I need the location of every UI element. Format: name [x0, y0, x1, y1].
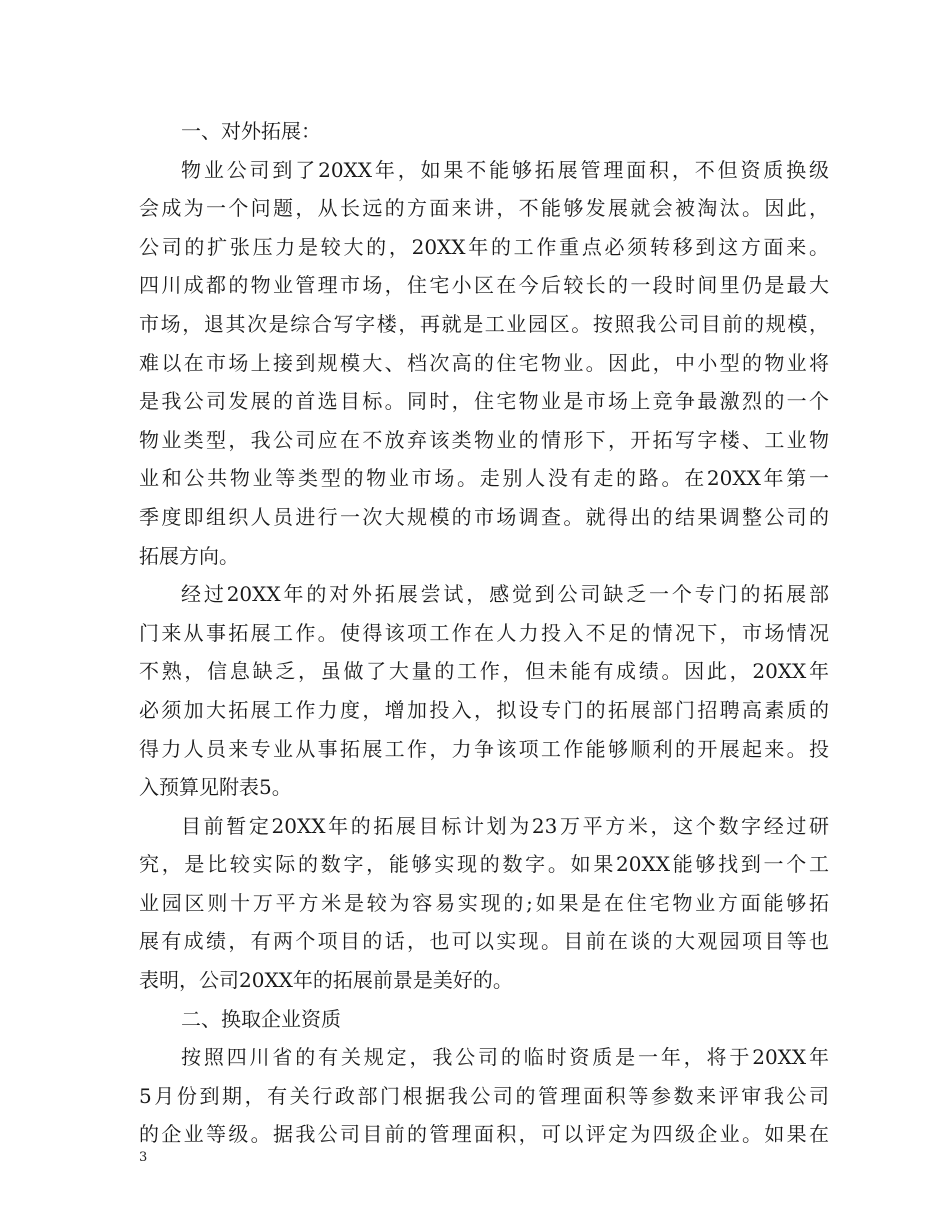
paragraph-line: 展有成绩，有两个项目的话，也可以实现。目前在谈的大观园项目等也: [139, 929, 829, 954]
paragraph-line: 公司的扩张压力是较大的，20XX年的工作重点必须转移到这方面来。: [139, 234, 829, 259]
paragraph-line: 的企业等级。据我公司目前的管理面积，可以评定为四级企业。如果在: [139, 1122, 829, 1147]
paragraph-line: 目前暂定20XX年的拓展目标计划为23万平方米，这个数字经过研: [181, 813, 829, 838]
paragraph-line: 门来从事拓展工作。使得该项工作在人力投入不足的情况下，市场情况: [139, 620, 829, 645]
paragraph-line: 业和公共物业等类型的物业市场。走别人没有走的路。在20XX年第一: [139, 466, 829, 491]
section-heading: 一、对外拓展：: [181, 119, 321, 143]
paragraph-line: 市场，退其次是综合写字楼，再就是工业园区。按照我公司目前的规模，: [139, 311, 829, 336]
paragraph-line: 物业类型，我公司应在不放弃该类物业的情形下，开拓写字楼、工业物: [139, 427, 829, 452]
paragraph-line: 究，是比较实际的数字，能够实现的数字。如果20XX能够找到一个工: [139, 852, 829, 877]
paragraph-line: 季度即组织人员进行一次大规模的市场调查。就得出的结果调整公司的: [139, 504, 829, 529]
paragraph-line: 难以在市场上接到规模大、档次高的住宅物业。因此，中小型的物业将: [139, 350, 829, 375]
paragraph-line: 按照四川省的有关规定，我公司的临时资质是一年，将于20XX年: [181, 1045, 829, 1070]
paragraph-line: 是我公司发展的首选目标。同时，住宅物业是市场上竞争最激烈的一个: [139, 389, 829, 414]
paragraph-line: 业园区则十万平方米是较为容易实现的;如果是在住宅物业方面能够拓: [139, 890, 829, 915]
paragraph-line: 5月份到期，有关行政部门根据我公司的管理面积等参数来评审我公司: [139, 1083, 829, 1108]
paragraph-line: 会成为一个问题，从长远的方面来讲，不能够发展就会被淘汰。因此，: [139, 196, 829, 221]
paragraph-line: 经过20XX年的对外拓展尝试，感觉到公司缺乏一个专门的拓展部: [181, 582, 829, 607]
paragraph-line: 得力人员来专业从事拓展工作，力争该项工作能够顺利的开展起来。投: [139, 736, 829, 761]
page-number: 3: [139, 1150, 148, 1165]
section-heading: 二、换取企业资质: [181, 1006, 341, 1031]
document-body: [139, 112, 829, 1154]
paragraph-line: 拓展方向。: [139, 543, 239, 568]
paragraph-line: 必须加大拓展工作力度，增加投入，拟设专门的拓展部门招聘高素质的: [139, 697, 829, 722]
paragraph-line: 入预算见附表5。: [139, 775, 292, 800]
paragraph-line: 物业公司到了20XX年，如果不能够拓展管理面积，不但资质换级: [181, 157, 829, 182]
paragraph-line: 四川成都的物业管理市场，住宅小区在今后较长的一段时间里仍是最大: [139, 273, 829, 298]
paragraph-line: 表明，公司20XX年的拓展前景是美好的。: [139, 968, 513, 993]
paragraph-line: 不熟，信息缺乏，虽做了大量的工作，但未能有成绩。因此，20XX年: [139, 659, 829, 684]
